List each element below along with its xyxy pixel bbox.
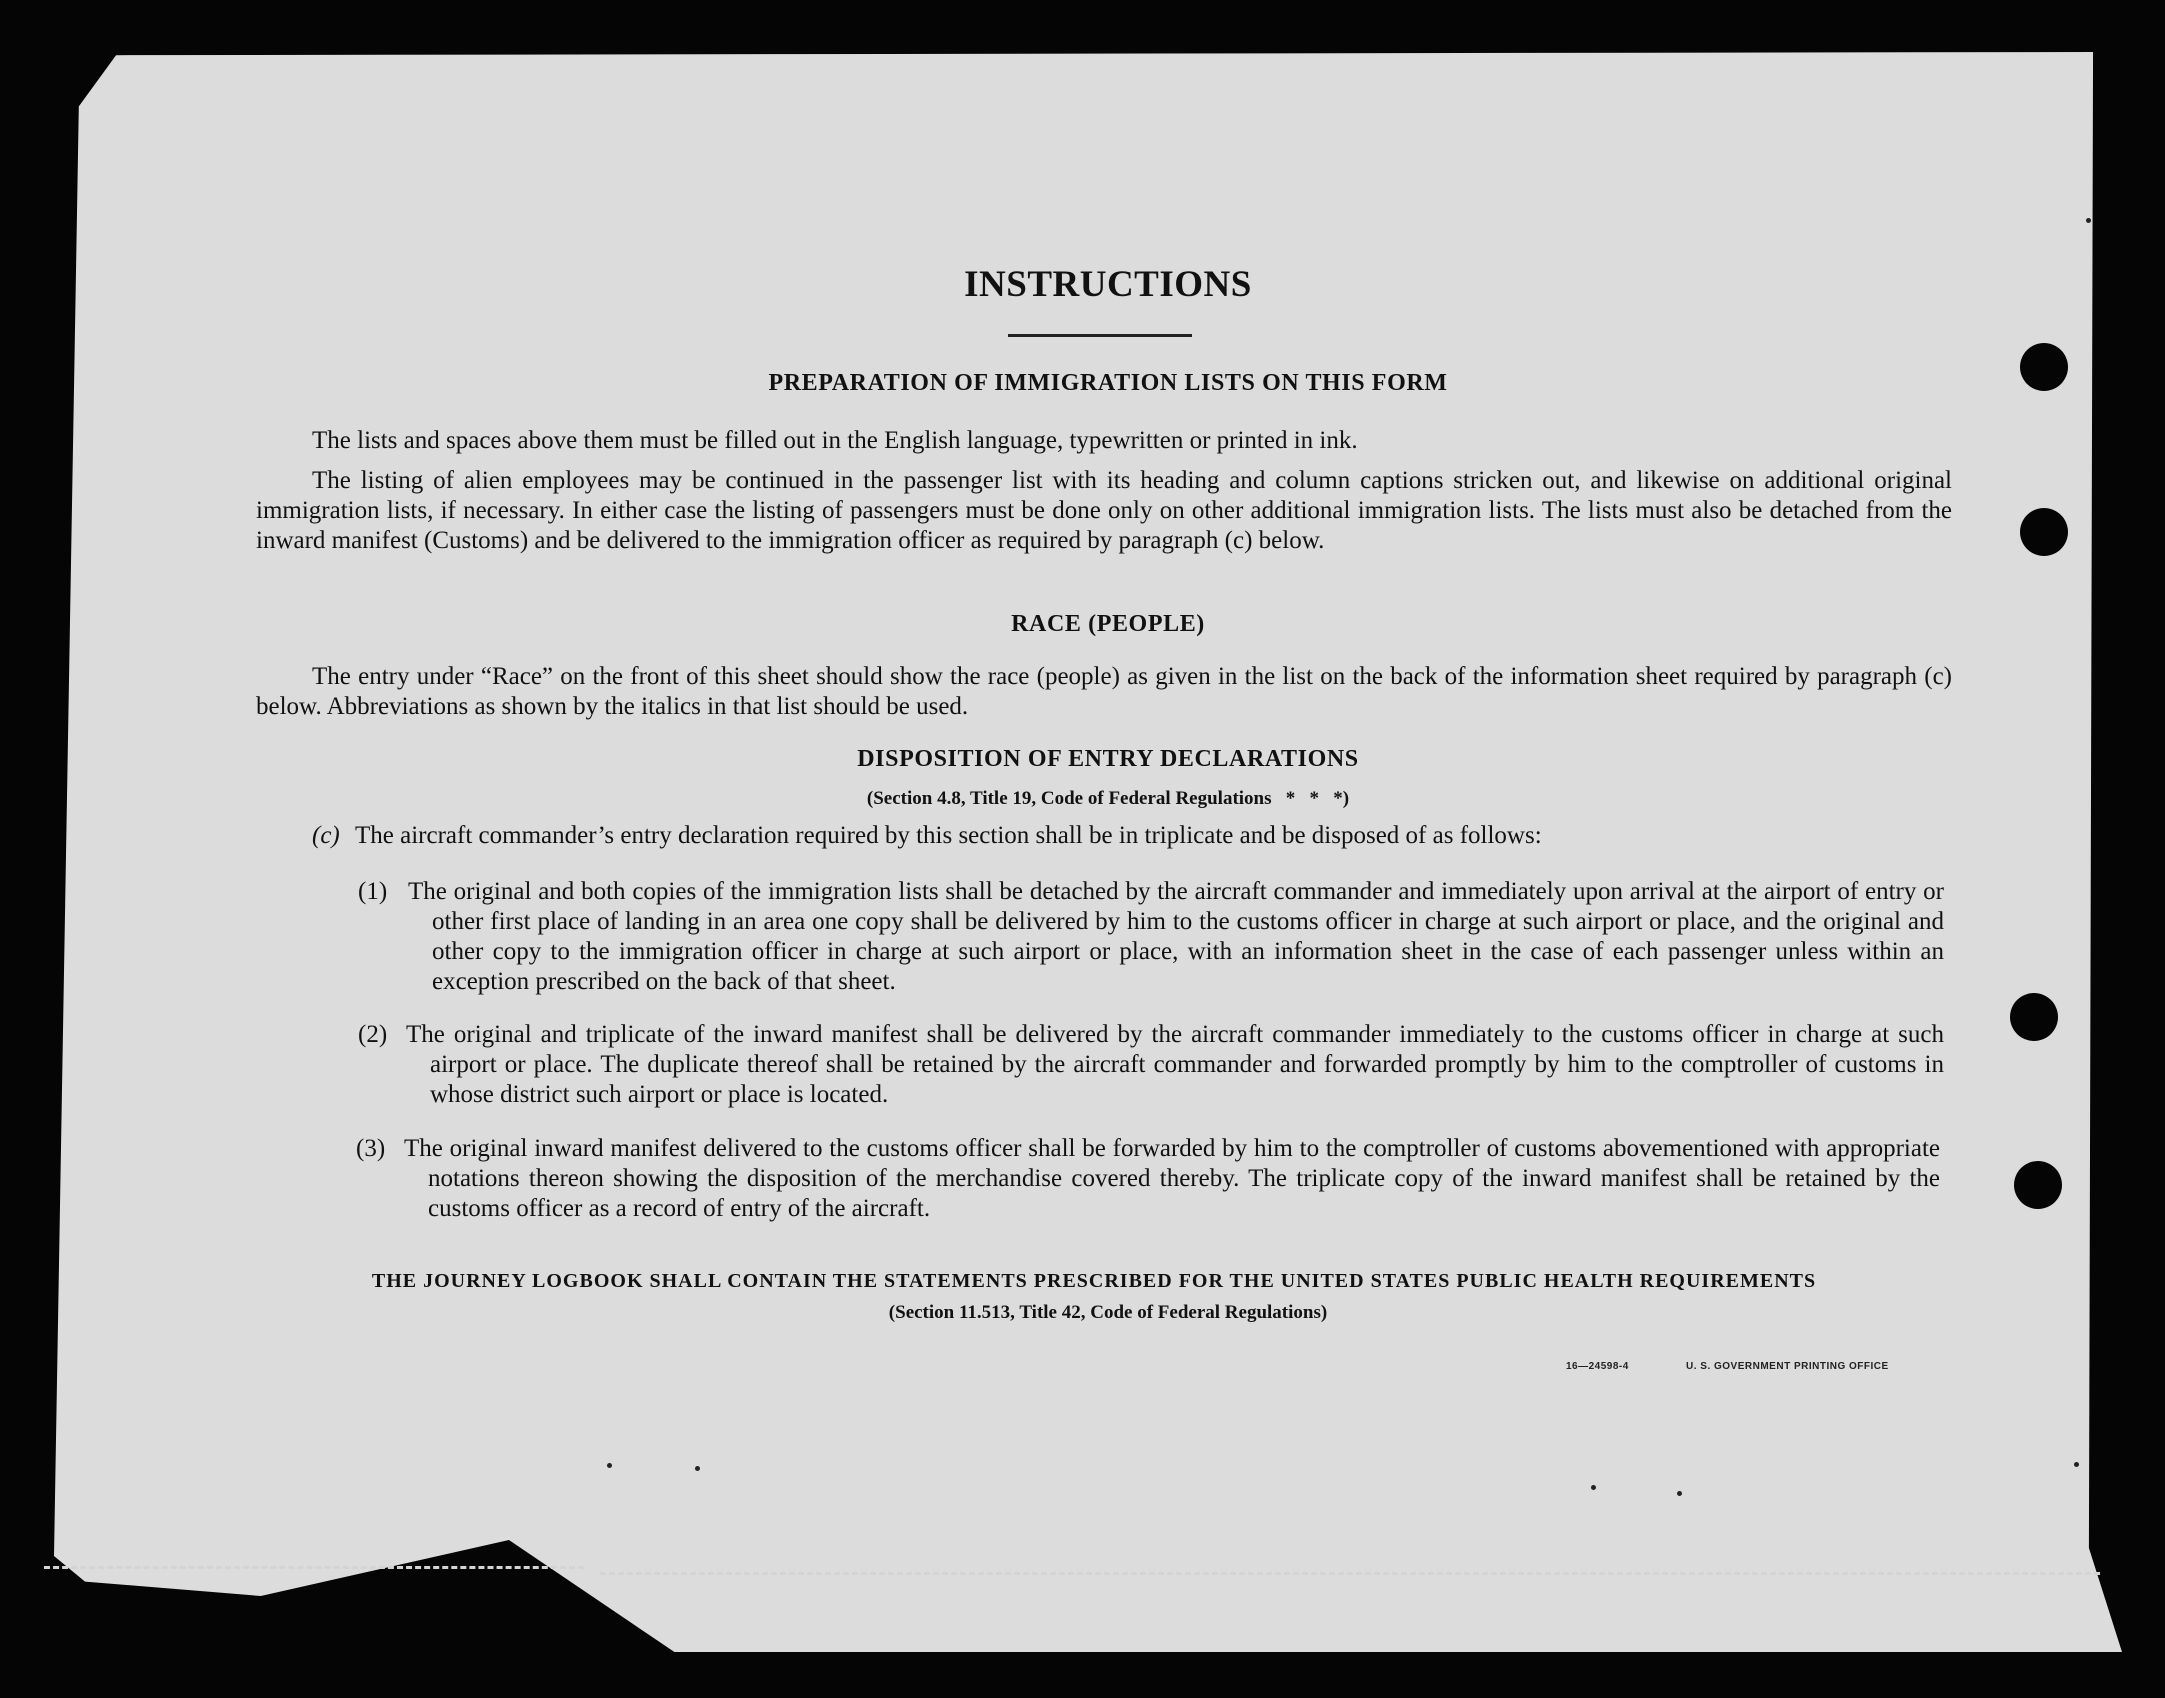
binder-hole	[2010, 993, 2058, 1041]
paragraph: The lists and spaces above them must be filled out in the English language, typewritten or printed in ink.	[312, 427, 1358, 454]
paper-speck	[1677, 1491, 1682, 1496]
paper-speck	[1591, 1485, 1596, 1490]
list-item-number: (3)	[356, 1135, 386, 1162]
section-citation: (Section 4.8, Title 19, Code of Federal Regulations * * *)	[866, 788, 1350, 809]
footer-citation: (Section 11.513, Title 42, Code of Federal Regulations)	[888, 1302, 1328, 1323]
printer-imprint: U. S. GOVERNMENT PRINTING OFFICE	[1686, 1361, 1889, 1372]
binder-hole	[2014, 1161, 2062, 1209]
binder-hole	[2020, 508, 2068, 556]
footer-statement: THE JOURNEY LOGBOOK SHALL CONTAIN THE STATEMENTS PRESCRIBED FOR THE UNITED STATES PUBLIC HEALTH REQUIREMENTS	[371, 1270, 1817, 1292]
list-item: The original and triplicate of the inward manifest shall be delivered by the aircraft commander immediately to the customs officer in charge at such airport or place. The duplicate thereof shall be retained by the aircraft commander and forwarded promptly by him to the comptroller of customs in whose district such airport or place is located.	[406, 1021, 1944, 1108]
form-number: 16—24598-4	[1566, 1361, 1629, 1372]
list-item: The original and both copies of the immigration lists shall be detached by the aircraft commander and immediately upon arrival at the airport of entry or other first place of landing in an area one copy shall be delivered by him to the customs officer in charge at such airport or place, and the original and other copy to the immigration officer in charge at such airport or place, with an information sheet in the case of each passenger unless within an exception prescribed on the back of that sheet.	[408, 878, 1944, 995]
section-heading-disposition: DISPOSITION OF ENTRY DECLARATIONS	[857, 746, 1359, 772]
binder-hole	[2020, 343, 2068, 391]
paper-speck	[2086, 218, 2091, 223]
list-item: The original inward manifest delivered to the customs officer shall be forwarded by him to the comptroller of customs abovementioned with appropriate notations thereon showing the disposition of the merchandise covered thereby. The triplicate copy of the inward manifest shall be retained by the customs officer as a record of entry of the aircraft.	[404, 1135, 1940, 1222]
paragraph: The aircraft commander’s entry declaration required by this section shall be in triplicate and be disposed of as follows:	[355, 822, 1542, 849]
section-heading-race: RACE (PEOPLE)	[1011, 611, 1205, 637]
paper-speck	[695, 1466, 700, 1471]
section-heading-preparation: PREPARATION OF IMMIGRATION LISTS ON THIS FORM	[768, 370, 1448, 396]
perforation-line	[44, 1566, 584, 1569]
list-item-label: (c)	[312, 822, 340, 849]
paragraph: The listing of alien employees may be continued in the passenger list with its heading and column captions stricken out, and likewise on additional original immigration lists, if necessary. In either case the listing of passengers must be done only on other additional immigration lists. The lists must also be detached from the inward manifest (Customs) and be delivered to the immigration officer as required by paragraph (c) below.	[256, 467, 1952, 554]
perforation-line	[600, 1572, 2100, 1575]
paper-speck	[607, 1463, 612, 1468]
paper-speck	[2074, 1462, 2079, 1467]
page-title: INSTRUCTIONS	[964, 264, 1252, 305]
list-item-number: (1)	[358, 878, 388, 905]
title-underline	[1008, 334, 1192, 337]
list-item-number: (2)	[358, 1021, 388, 1048]
paragraph: The entry under “Race” on the front of this sheet should show the race (people) as given in the list on the back of the information sheet required by paragraph (c) below. Abbreviations as shown by the italics in that list should be used.	[256, 663, 1952, 720]
